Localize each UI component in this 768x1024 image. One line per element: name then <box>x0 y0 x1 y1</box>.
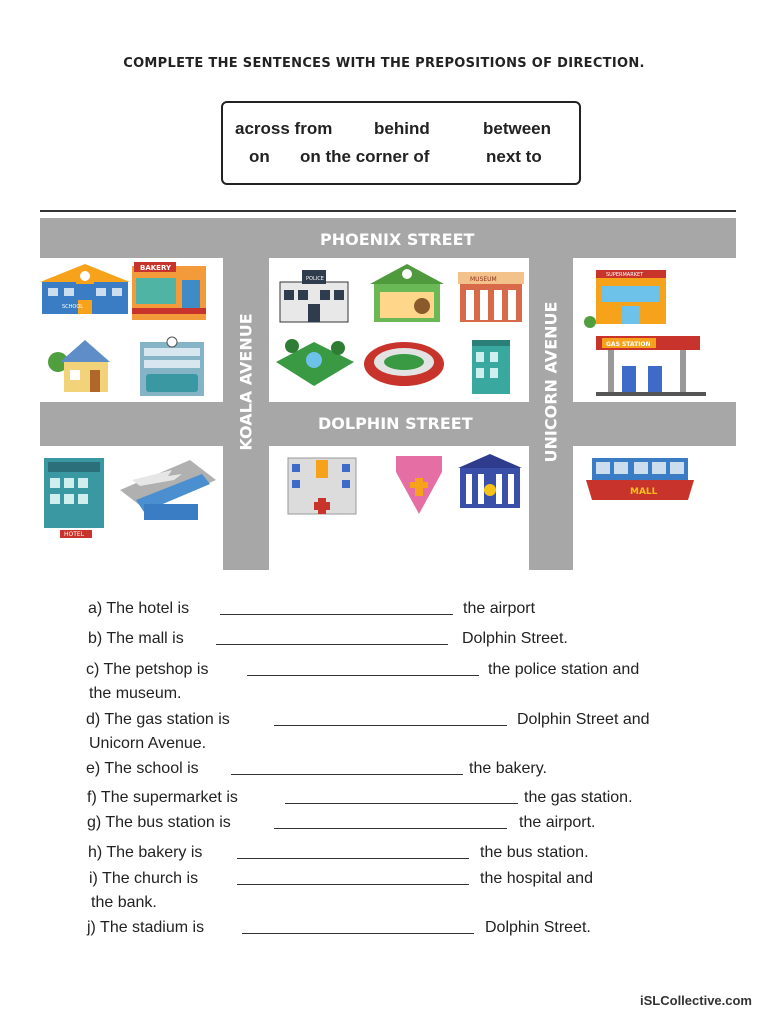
phoenix-street-label: PHOENIX STREET <box>320 230 475 249</box>
petshop-icon <box>370 264 444 322</box>
block-bottom-right <box>576 450 736 570</box>
gas-station-label: GAS STATION <box>606 341 651 348</box>
block-top-middle <box>272 262 527 400</box>
map-top-border <box>40 210 736 212</box>
supermarket-label: SUPERMARKET <box>606 272 644 278</box>
question-c-end: the police station and <box>488 661 640 678</box>
question-d: d) The gas station is <box>86 711 230 728</box>
hotel-label: HOTEL <box>64 531 85 538</box>
answer-blank-a[interactable] <box>220 614 453 615</box>
answer-blank-d[interactable] <box>274 725 507 726</box>
house-icon <box>48 340 110 392</box>
question-c: c) The petshop is <box>86 661 209 678</box>
question-b-end: Dolphin Street. <box>462 630 568 647</box>
school-icon <box>40 264 130 314</box>
gas-station-icon <box>596 336 706 396</box>
question-d-end: Dolphin Street and <box>517 711 650 728</box>
answer-blank-b[interactable] <box>216 644 448 645</box>
unicorn-avenue-label: UNICORN AVENUE <box>541 301 561 463</box>
question-h: h) The bakery is <box>88 844 203 861</box>
police-label: POLICE <box>306 276 324 282</box>
answer-blank-g[interactable] <box>274 828 507 829</box>
dolphin-street-label: DOLPHIN STREET <box>318 414 473 433</box>
church-2-icon <box>396 456 442 514</box>
bakery-label: BAKERY <box>140 264 172 272</box>
question-f-end: the gas station. <box>524 789 633 806</box>
police-station-icon <box>280 270 348 322</box>
answer-blank-f[interactable] <box>285 803 518 804</box>
question-c-cont: the museum. <box>89 685 182 702</box>
mall-label: MALL <box>630 487 658 497</box>
question-f: f) The supermarket is <box>87 789 238 806</box>
question-b: b) The mall is <box>88 630 184 647</box>
bakery-icon <box>132 262 206 320</box>
question-g-end: the airport. <box>519 814 596 831</box>
answer-blank-h[interactable] <box>237 858 469 859</box>
question-i: i) The church is <box>89 870 199 887</box>
street-map <box>40 210 736 570</box>
page-title: COMPLETE THE SENTENCES WITH THE PREPOSITIONS OF DIRECTION. <box>123 56 645 71</box>
word-bank-item: on the corner of <box>300 147 430 166</box>
site-watermark: iSLCollective.com <box>640 993 752 1008</box>
word-bank-item: between <box>483 119 552 138</box>
answer-blank-c[interactable] <box>247 675 479 676</box>
stadium-icon <box>364 342 444 386</box>
question-h-end: the bus station. <box>480 844 589 861</box>
school-label: SCHOOL <box>62 304 84 310</box>
word-bank-item: on <box>249 147 270 166</box>
word-bank <box>221 101 581 185</box>
church-icon <box>472 340 510 394</box>
block-top-right <box>576 262 736 400</box>
park-icon <box>276 339 354 386</box>
question-d-cont: Unicorn Avenue. <box>89 735 207 752</box>
airport-icon <box>120 460 216 520</box>
bank-icon <box>458 454 522 508</box>
word-bank-item: behind <box>374 119 430 138</box>
question-j: j) The stadium is <box>87 919 205 936</box>
block-bottom-left <box>40 450 222 570</box>
hotel-icon <box>44 458 104 538</box>
block-bottom-middle <box>272 450 527 570</box>
museum-icon <box>458 272 524 322</box>
answer-blank-e[interactable] <box>231 774 463 775</box>
museum-label: MUSEUM <box>470 276 497 283</box>
supermarket-icon <box>584 270 666 328</box>
question-a-end: the airport <box>463 600 536 617</box>
answer-blank-j[interactable] <box>242 933 474 934</box>
word-bank-item: next to <box>486 147 542 166</box>
koala-avenue-label: KOALA AVENUE <box>236 313 256 451</box>
question-e: e) The school is <box>86 760 199 777</box>
word-bank-item: across from <box>235 119 333 138</box>
hospital-icon <box>288 458 356 514</box>
question-a: a) The hotel is <box>88 600 190 617</box>
answer-blank-i[interactable] <box>237 884 469 885</box>
question-e-end: the bakery. <box>469 760 547 777</box>
block-top-left <box>40 262 222 400</box>
mall-icon <box>586 458 694 500</box>
question-g: g) The bus station is <box>87 814 231 831</box>
question-i-cont: the bank. <box>91 894 157 911</box>
bus-station-icon <box>140 337 204 396</box>
question-j-end: Dolphin Street. <box>485 919 591 936</box>
question-i-end: the hospital and <box>480 870 593 887</box>
